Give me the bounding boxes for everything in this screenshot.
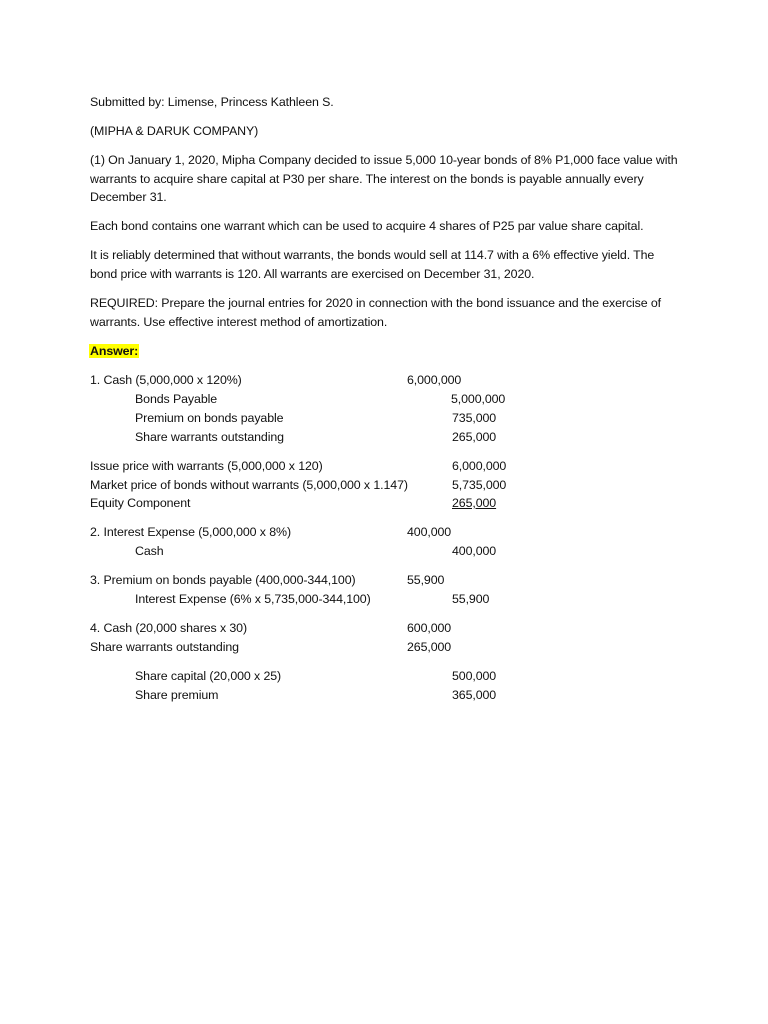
entry3-debit-label: 3. Premium on bonds payable (400,000-344,100) (90, 573, 356, 587)
entry4-debit-amount: 265,000 (407, 640, 452, 654)
computation-label: Issue price with warrants (5,000,000 x 120) (90, 459, 323, 473)
entry3-credit-amount: 55,900 (452, 592, 490, 606)
entry1-credit-label: Premium on bonds payable (135, 411, 284, 425)
computation-label: Market price of bonds without warrants (5,000,000 x 1.147) (90, 478, 408, 492)
entry1-credit-amount: 735,000 (452, 411, 497, 425)
entry2-debit-amount: 400,000 (407, 525, 452, 539)
entry1-credit-amount: 5,000,000 (451, 392, 506, 406)
problem-paragraph-3: It is reliably determined that without warrants, the bonds would sell at 114.7 with a 6% effective yield. The bond price with warrants is 120. All warrants are exercised on December 31, 2020. (90, 248, 655, 281)
computation-amount: 5,735,000 (452, 478, 507, 492)
entry2-credit-label: Cash (135, 544, 164, 558)
problem-paragraph-1: (1) On January 1, 2020, Mipha Company decided to issue 5,000 10-year bonds of 8% P1,000 face value with warrants to acquire share capital at P30 per share. The interest on the bonds is payable annually every December 31. (90, 153, 678, 204)
computation-total-amount: 265,000 (452, 496, 497, 510)
entry4-credit-amount: 500,000 (452, 669, 497, 683)
answer-heading (89, 342, 139, 360)
entry1-debit-amount: 6,000,000 (407, 373, 462, 387)
entry3-debit-amount: 55,900 (407, 573, 445, 587)
company-name: (MIPHA & DARUK COMPANY) (90, 124, 259, 138)
entry1-credit-label: Share warrants outstanding (135, 430, 284, 444)
entry1-debit-label: 1. Cash (5,000,000 x 120%) (90, 373, 242, 387)
entry4-debit-amount: 600,000 (407, 621, 452, 635)
problem-paragraph-2: Each bond contains one warrant which can be used to acquire 4 shares of P25 par value share capital. (90, 219, 644, 233)
entry2-debit-label: 2. Interest Expense (5,000,000 x 8%) (90, 525, 291, 539)
required-paragraph: REQUIRED: Prepare the journal entries for 2020 in connection with the bond issuance and the exercise of warrants. Use effective interest method of amortization. (90, 296, 662, 329)
entry4-debit-label: Share warrants outstanding (90, 640, 239, 654)
answer-label: Answer: (90, 344, 139, 358)
submitted-by: Submitted by: Limense, Princess Kathleen S. (90, 95, 334, 109)
entry1-credit-label: Bonds Payable (135, 392, 218, 406)
entry4-credit-label: Share capital (20,000 x 25) (135, 669, 282, 683)
entry3-credit-label: Interest Expense (6% x 5,735,000-344,100) (135, 592, 371, 606)
entry4-credit-label: Share premium (135, 688, 219, 702)
entry4-credit-amount: 365,000 (452, 688, 497, 702)
computation-label: Equity Component (90, 496, 191, 510)
entry4-debit-label: 4. Cash (20,000 shares x 30) (90, 621, 247, 635)
entry1-credit-amount: 265,000 (452, 430, 497, 444)
computation-amount: 6,000,000 (452, 459, 507, 473)
entry2-credit-amount: 400,000 (452, 544, 497, 558)
